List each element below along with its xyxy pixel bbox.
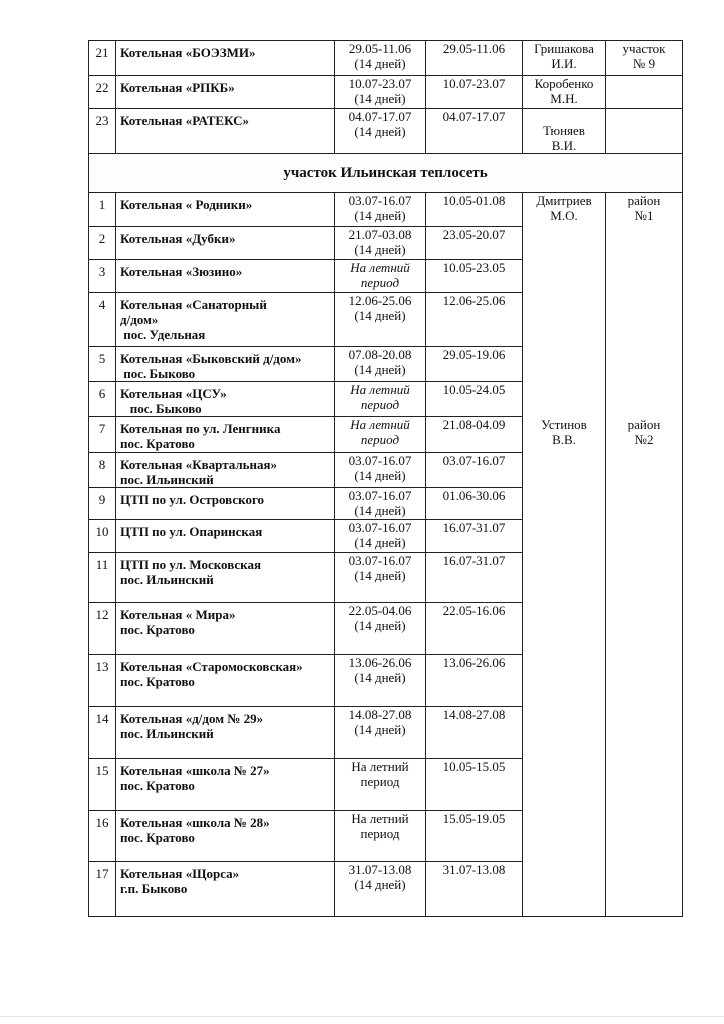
table-row [89,41,683,76]
boiler-name: ЦТП по ул. Островского [116,488,335,520]
boiler-name: Котельная «РПКБ» [116,76,335,109]
row-number: 17 [89,862,116,917]
planned-period: 03.07-16.07 (14 дней) [335,488,426,520]
boiler-name: Котельная « Родники» [116,193,335,227]
actual-period: 01.06-30.06 [426,488,523,520]
scan-edge [0,1016,724,1017]
actual-period: 10.07-23.07 [426,76,523,109]
boiler-name: Котельная по ул. Ленгника пос. Кратово [116,417,335,453]
row-number: 10 [89,520,116,553]
boiler-name: Котельная «БОЭЗМИ» [116,41,335,76]
actual-period: 14.08-27.08 [426,707,523,759]
planned-period: 07.08-20.08 (14 дней) [335,347,426,382]
row-number: 14 [89,707,116,759]
actual-period: 29.05-19.06 [426,347,523,382]
row-number: 22 [89,76,116,109]
actual-period: 10.05-24.05 [426,382,523,417]
planned-period: 13.06-26.06 (14 дней) [335,655,426,707]
actual-period: 10.05-01.08 [426,193,523,227]
actual-period: 23.05-20.07 [426,227,523,260]
planned-period: На летний период [335,260,426,293]
boiler-name: Котельная «Санаторный д/дом» пос. Удельная [116,293,335,347]
actual-period: 04.07-17.07 [426,109,523,154]
planned-period: 03.07-16.07 (14 дней) [335,553,426,603]
responsible-person: Дмитриев М.О. [523,193,606,417]
boiler-name: Котельная «РАТЕКС» [116,109,335,154]
boiler-name: Котельная «Старомосковская» пос. Кратово [116,655,335,707]
planned-period: 21.07-03.08 (14 дней) [335,227,426,260]
actual-period: 10.05-23.05 [426,260,523,293]
section-header-row [89,154,683,193]
actual-period: 15.05-19.05 [426,811,523,862]
boiler-name: Котельная «ЦСУ» пос. Быково [116,382,335,417]
row-number: 7 [89,417,116,453]
responsible-person: Тюняев В.И. [523,109,606,154]
table-row [89,193,683,227]
district: участок № 9 [606,41,683,76]
boiler-name: Котельная «д/дом № 29» пос. Ильинский [116,707,335,759]
section-title: участок Ильинская теплосеть [89,154,683,193]
table-row [89,76,683,109]
boiler-name: Котельная «Зюзино» [116,260,335,293]
actual-period: 21.08-04.09 [426,417,523,453]
actual-period: 12.06-25.06 [426,293,523,347]
planned-period: 03.07-16.07 (14 дней) [335,193,426,227]
actual-period: 31.07-13.08 [426,862,523,917]
actual-period: 03.07-16.07 [426,453,523,488]
responsible-person: Устинов В.В. [523,417,606,917]
planned-period: На летний период [335,759,426,811]
row-number: 21 [89,41,116,76]
planned-period: 12.06-25.06 (14 дней) [335,293,426,347]
planned-period: 14.08-27.08 (14 дней) [335,707,426,759]
planned-period: 22.05-04.06 (14 дней) [335,603,426,655]
district: район №2 [606,417,683,917]
row-number: 13 [89,655,116,707]
row-number: 3 [89,260,116,293]
row-number: 6 [89,382,116,417]
row-number: 2 [89,227,116,260]
planned-period: На летний период [335,417,426,453]
planned-period: 31.07-13.08 (14 дней) [335,862,426,917]
planned-period: На летний период [335,382,426,417]
actual-period: 10.05-15.05 [426,759,523,811]
row-number: 8 [89,453,116,488]
row-number: 23 [89,109,116,154]
boiler-name: Котельная «Щорса» г.п. Быково [116,862,335,917]
actual-period: 16.07-31.07 [426,553,523,603]
table-row [89,417,683,453]
responsible-person: Коробенко М.Н. [523,76,606,109]
boiler-name: ЦТП по ул. Опаринская [116,520,335,553]
row-number: 9 [89,488,116,520]
row-number: 12 [89,603,116,655]
planned-period: 03.07-16.07 (14 дней) [335,520,426,553]
actual-period: 13.06-26.06 [426,655,523,707]
boiler-name: Котельная «школа № 27» пос. Кратово [116,759,335,811]
district [606,76,683,109]
planned-period: 29.05-11.06 (14 дней) [335,41,426,76]
responsible-person: Гришакова И.И. [523,41,606,76]
boiler-name: Котельная «Дубки» [116,227,335,260]
repair-schedule-table [88,40,683,917]
planned-period: На летний период [335,811,426,862]
boiler-name: Котельная «Квартальная» пос. Ильинский [116,453,335,488]
actual-period: 16.07-31.07 [426,520,523,553]
row-number: 15 [89,759,116,811]
actual-period: 22.05-16.06 [426,603,523,655]
row-number: 11 [89,553,116,603]
boiler-name: Котельная « Мира» пос. Кратово [116,603,335,655]
table-row [89,109,683,154]
district [606,109,683,154]
row-number: 16 [89,811,116,862]
row-number: 5 [89,347,116,382]
planned-period: 03.07-16.07 (14 дней) [335,453,426,488]
row-number: 1 [89,193,116,227]
boiler-name: ЦТП по ул. Московская пос. Ильинский [116,553,335,603]
district: район №1 [606,193,683,417]
planned-period: 10.07-23.07 (14 дней) [335,76,426,109]
actual-period: 29.05-11.06 [426,41,523,76]
boiler-name: Котельная «Быковский д/дом» пос. Быково [116,347,335,382]
planned-period: 04.07-17.07 (14 дней) [335,109,426,154]
boiler-name: Котельная «школа № 28» пос. Кратово [116,811,335,862]
row-number: 4 [89,293,116,347]
